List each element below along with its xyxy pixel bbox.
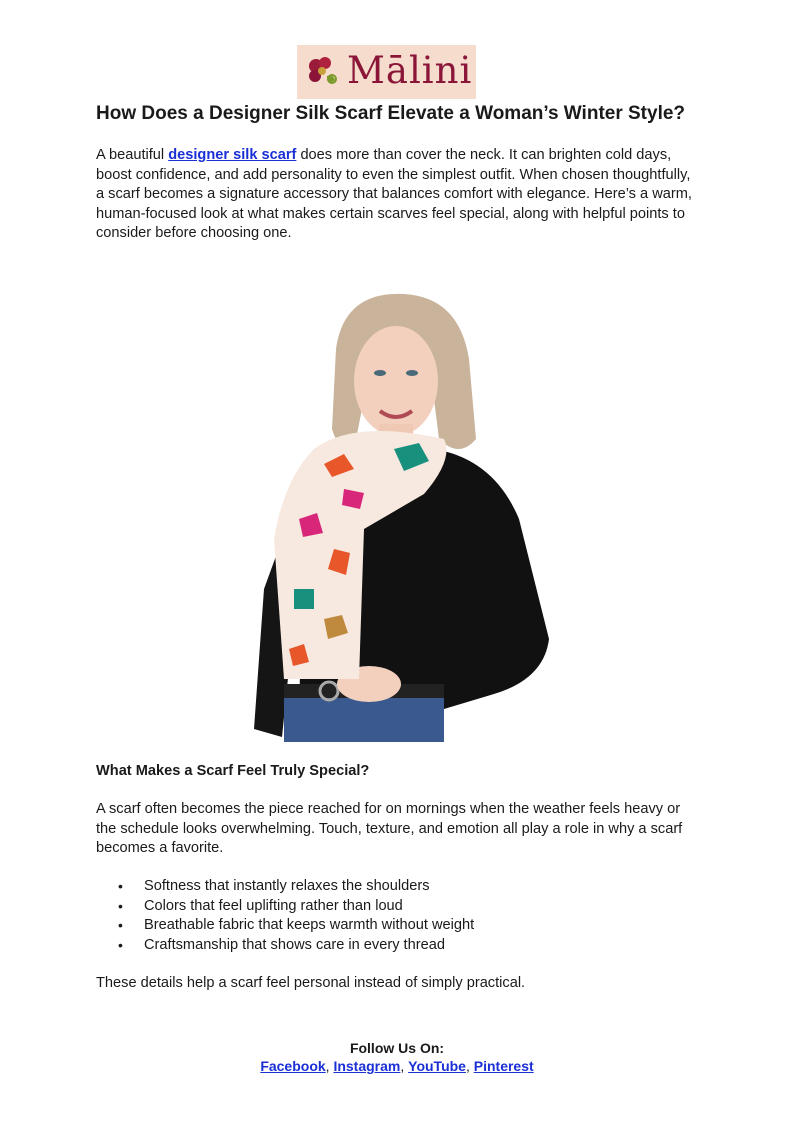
youtube-link[interactable]: YouTube (408, 1058, 466, 1074)
link-separator: , (465, 1058, 474, 1074)
article-title: How Does a Designer Silk Scarf Elevate a Woman’s Winter Style? (96, 103, 686, 124)
list-item: • Softness that instantly relaxes the shoulders (96, 877, 474, 897)
pinterest-link[interactable]: Pinterest (473, 1058, 534, 1074)
intro-prefix: A beautiful (96, 147, 169, 163)
malini-logo[interactable] (297, 45, 476, 99)
social-links (0, 1058, 794, 1074)
woman-with-scarf-illustration (244, 289, 556, 742)
designer-silk-scarf-link[interactable]: designer silk scarf (168, 147, 297, 163)
hero-image (244, 289, 556, 742)
feature-list (96, 877, 474, 955)
facebook-link[interactable]: Facebook (260, 1058, 326, 1074)
intro-paragraph (96, 146, 698, 244)
list-item: • Breathable fabric that keeps warmth without weight (96, 916, 474, 936)
brand-name: Mālini (347, 49, 473, 92)
intro-suffix: does more than cover the neck. It can brighten cold days, boost confidence, and add personality to even the simplest outfit. When chosen thoughtfully, a scarf becomes a signature accessory that balances comfort with elegance. Here’s a warm, human-focused look at what makes certain scarves feel special, along with helpful points to consider before choosing one. (96, 147, 692, 242)
instagram-link[interactable]: Instagram (333, 1058, 401, 1074)
flower-logo-icon (305, 54, 341, 90)
closing-paragraph: These details help a scarf feel personal instead of simply practical. (96, 975, 526, 991)
list-item: • Craftsmanship that shows care in every thread (96, 936, 474, 956)
section-heading: What Makes a Scarf Feel Truly Special? (96, 763, 370, 779)
list-item: • Colors that feel uplifting rather than loud (96, 897, 474, 917)
link-separator: , (400, 1058, 409, 1074)
section-paragraph: A scarf often becomes the piece reached for on mornings when the weather feels heavy or the schedule looks overwhelming. Touch, texture, and emotion all play a role in why a scarf becomes a favorite. (96, 801, 683, 857)
link-separator: , (325, 1058, 334, 1074)
follow-us-title: Follow Us On: (349, 1040, 445, 1056)
